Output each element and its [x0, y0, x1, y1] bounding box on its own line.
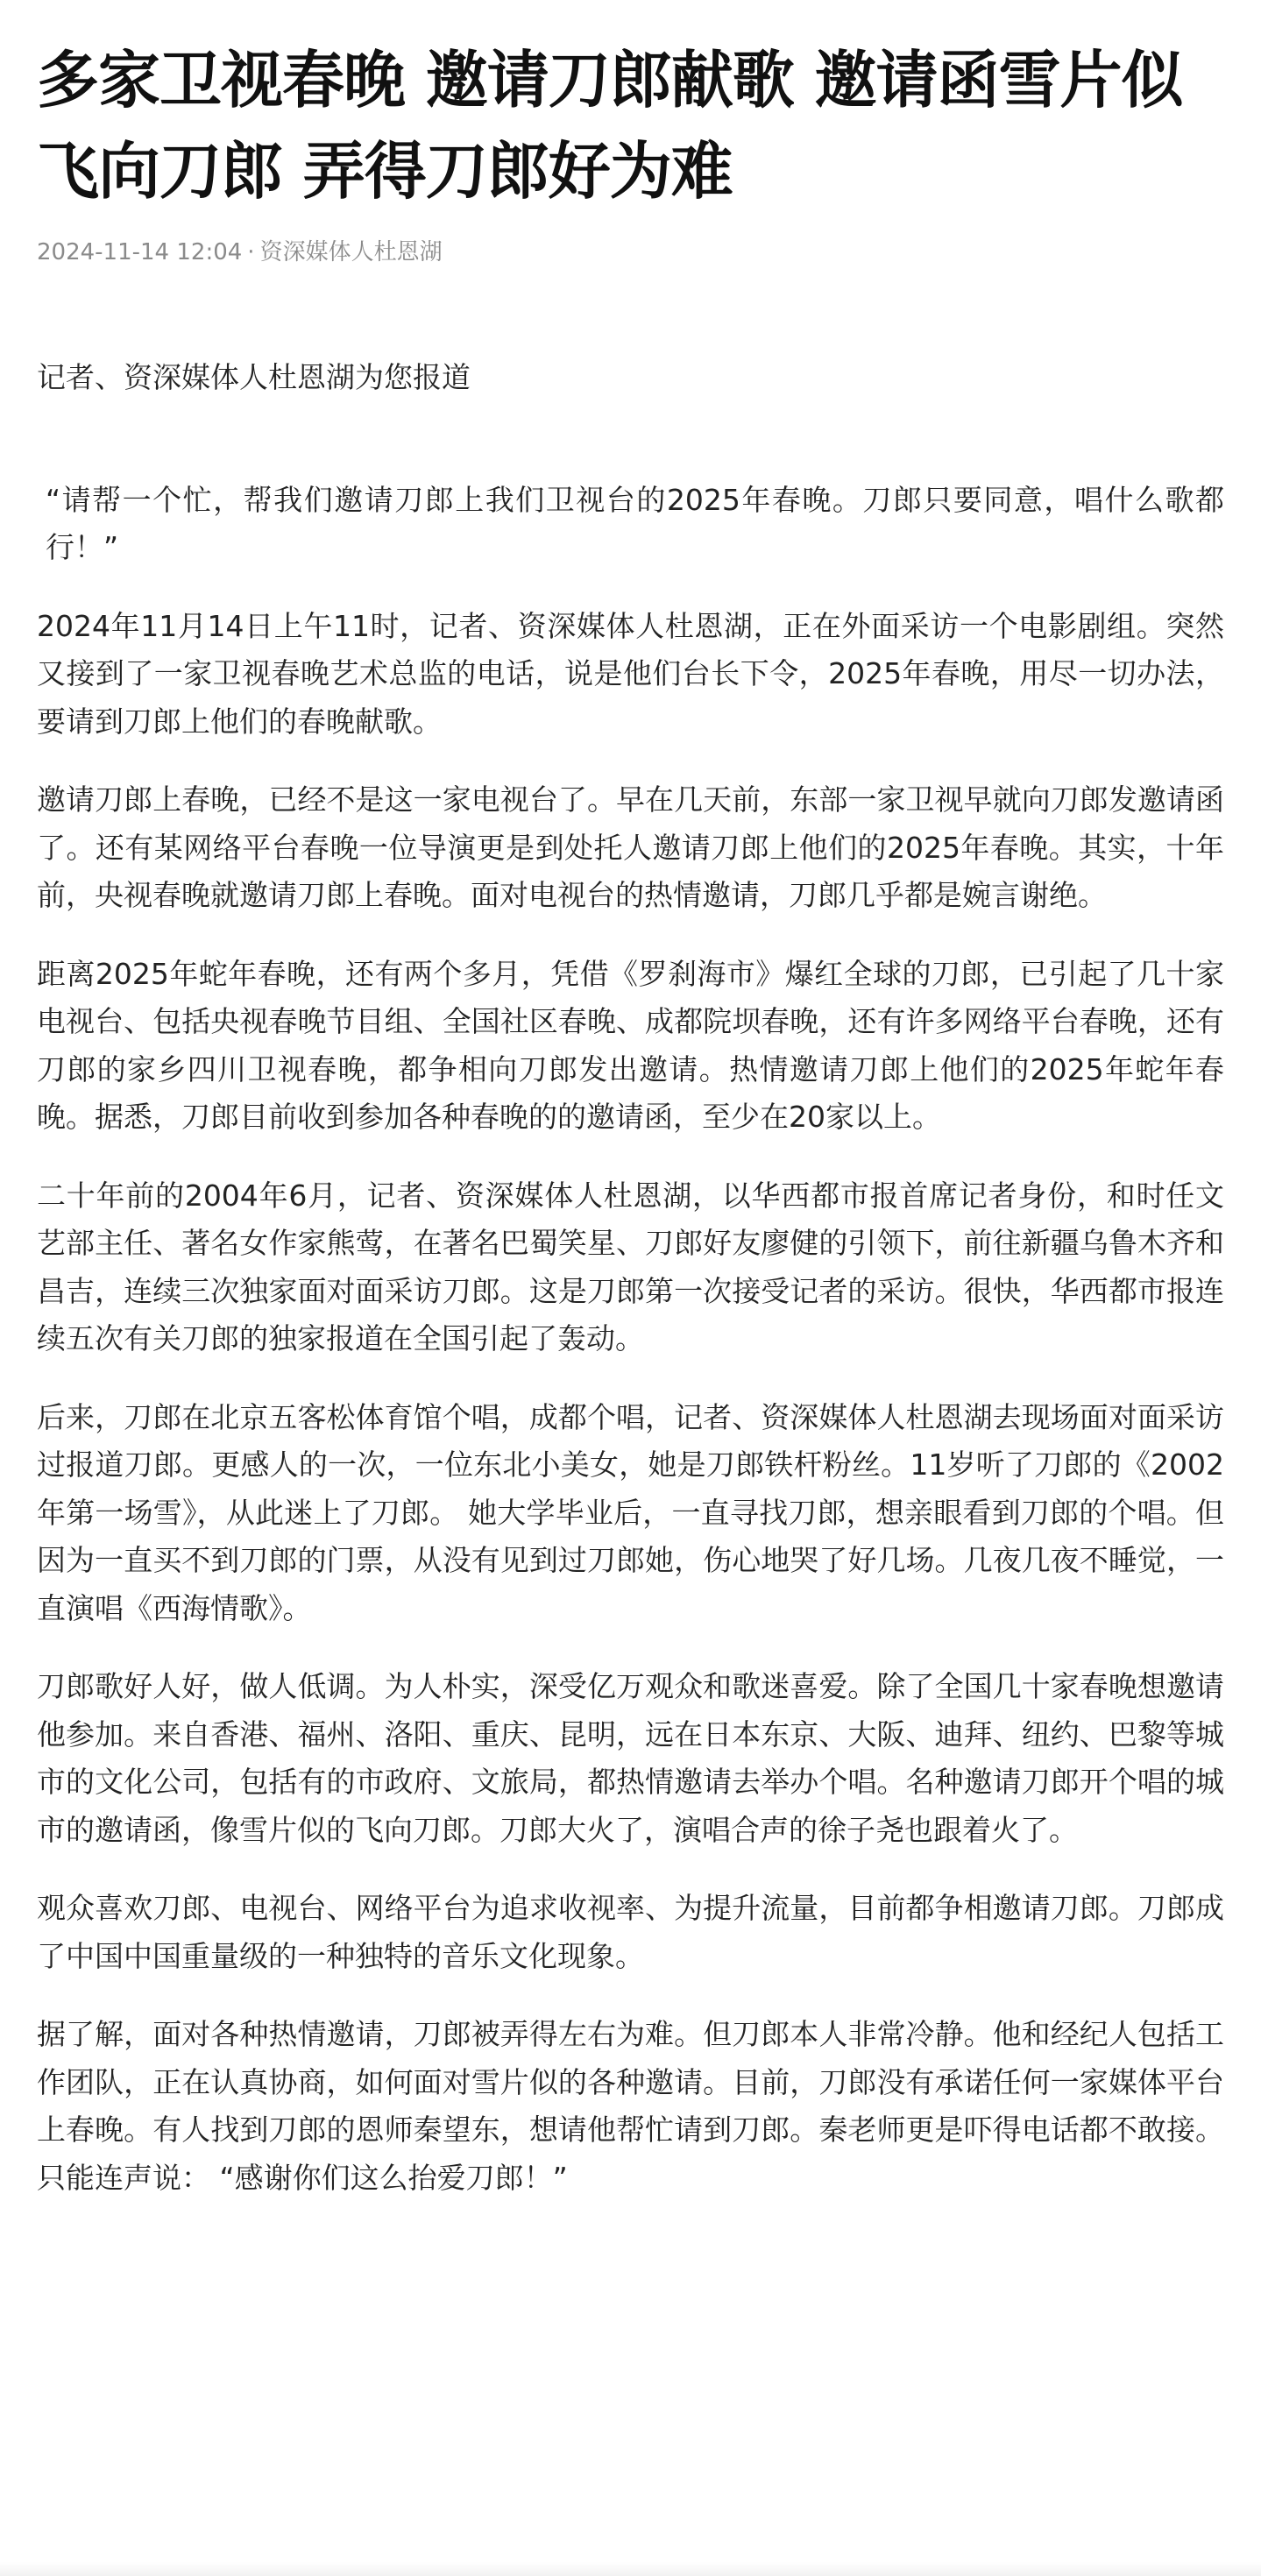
- paragraph: 后来，刀郎在北京五客松体育馆个唱，成都个唱，记者、资深媒体人杜恩湖去现场面对面采访过报道刀郎。更感人的一次，一位东北小美女，她是刀郎铁杆粉丝。11岁听了刀郎的《2002年第一场雪》，从此迷上了刀郎。 她大学毕业后，一直寻找刀郎，想亲眼看到刀郎的个唱。但因为一直买不到刀郎的门票，从没有见到过刀郎她，伤心地哭了好几场。几夜几夜不睡觉，一直演唱《西海情歌》。: [37, 1399, 1224, 1625]
- paragraph: 2024年11月14日上午11时，记者、资深媒体人杜恩湖，正在外面采访一个电影剧组。突然又接到了一家卫视春晚艺术总监的电话，说是他们台长下令，2025年春晚，用尽一切办法，要请到刀郎上他们的春晚献歌。: [37, 608, 1224, 739]
- paragraph: 刀郎歌好人好，做人低调。为人朴实，深受亿万观众和歌迷喜爱。除了全国几十家春晚想邀请他参加。来自香港、福州、洛阳、重庆、昆明，远在日本东京、大阪、迪拜、纽约、巴黎等城市的文化公司，包括有的市政府、文旅局，都热情邀请去举办个唱。名种邀请刀郎开个唱的城市的邀请函，像雪片似的飞向刀郎。刀郎大火了，演唱合声的徐子尧也跟着火了。: [37, 1669, 1224, 1847]
- meta-separator: ·: [247, 239, 255, 265]
- article-meta: [37, 235, 1224, 270]
- paragraph: 观众喜欢刀郎、电视台、网络平台为追求收视率、为提升流量，目前都争相邀请刀郎。刀郎成了中国中国重量级的一种独特的音乐文化现象。: [37, 1891, 1224, 1973]
- bottom-edge: [0, 2562, 1261, 2576]
- paragraph: 距离2025年蛇年春晚，还有两个多月，凭借《罗刹海市》爆红全球的刀郎，已引起了几十家电视台、包括央视春晚节目组、全国社区春晚、成都院坝春晚，还有许多网络平台春晚，还有刀郎的家乡四川卫视春晚，都争相向刀郎发出邀请。热情邀请刀郎上他们的2025年蛇年春晚。据悉，刀郎目前收到参加各种春晚的的邀请函，至少在20家以上。: [37, 956, 1224, 1134]
- paragraph: 邀请刀郎上春晚，已经不是这一家电视台了。早在几天前，东部一家卫视早就向刀郎发邀请函了。还有某网络平台春晚一位导演更是到处托人邀请刀郎上他们的2025年春晚。其实，十年前，央视春晚就邀请刀郎上春晚。面对电视台的热情邀请，刀郎几乎都是婉言谢绝。: [37, 782, 1224, 912]
- paragraph: 二十年前的2004年6月，记者、资深媒体人杜恩湖，以华西都市报首席记者身份，和时任文艺部主任、著名女作家熊莺，在著名巴蜀笑星、刀郎好友廖健的引领下，前往新疆乌鲁木齐和昌吉，连续三次独家面对面采访刀郎。这是刀郎第一次接受记者的采访。很快，华西都市报连续五次有关刀郎的独家报道在全国引起了轰动。: [37, 1178, 1224, 1355]
- article-title: 多家卫视春晚 邀请刀郎献歌 邀请函雪片似飞向刀郎 弄得刀郎好为难: [37, 44, 1183, 208]
- author-name[interactable]: 资深媒体人杜恩湖: [259, 239, 443, 265]
- paragraph: “请帮一个忙，帮我们邀请刀郎上我们卫视台的2025年春晚。刀郎只要同意，唱什么歌都行！”: [46, 482, 1224, 564]
- paragraph: 据了解，面对各种热情邀请，刀郎被弄得左右为难。但刀郎本人非常冷静。他和经纪人包括工作团队，正在认真协商，如何面对雪片似的各种邀请。目前，刀郎没有承诺任何一家媒体平台上春晚。有人找到刀郎的恩师秦望东，想请他帮忙请到刀郎。秦老师更是吓得电话都不敢接。只能连声说： “感谢你们这么抬爱刀郎！”: [37, 2017, 1224, 2195]
- publish-date: 2024-11-14 12:04: [37, 239, 243, 265]
- reporter-byline: 记者、资深媒体人杜恩湖为您报道: [37, 360, 471, 394]
